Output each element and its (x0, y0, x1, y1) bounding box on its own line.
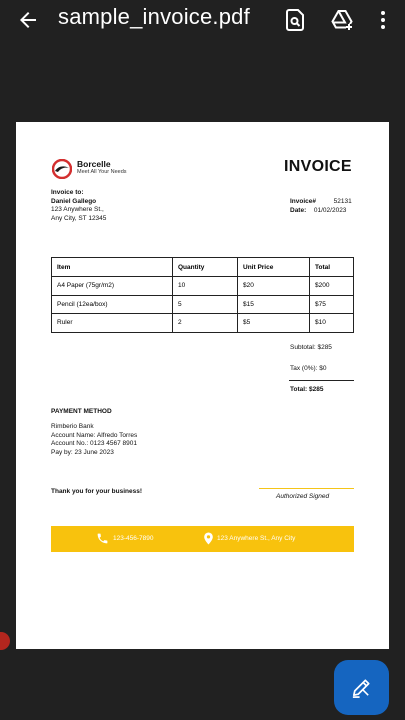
find-in-file-icon[interactable] (283, 8, 307, 32)
payment-details (51, 423, 137, 457)
date-label: Date: (290, 206, 307, 214)
cell-total: $75 (310, 295, 354, 314)
cell-total: $10 (310, 314, 354, 333)
header-unit-price: Unit Price (238, 258, 310, 277)
payment-account-number: Account No.: 0123 4567 8901 (51, 440, 138, 448)
more-vert-icon[interactable] (371, 8, 395, 32)
table-row (52, 277, 354, 296)
subtotal: Subtotal: $285 (290, 344, 332, 351)
cell-quantity: 2 (173, 314, 238, 333)
borcelle-logo (52, 159, 72, 179)
cell-quantity: 10 (173, 277, 238, 296)
table-header-row (52, 258, 354, 277)
brand-tagline: Meet All Your Needs (77, 169, 127, 175)
add-to-drive-icon[interactable] (330, 8, 354, 32)
invoice-heading: INVOICE (284, 158, 352, 175)
footer-address: 123 Anywhere St., Any City (217, 535, 296, 542)
cell-total: $200 (310, 277, 354, 296)
invoice-number: 52131 (333, 198, 352, 205)
invoice-to-label: Invoice to: (51, 189, 84, 196)
payment-bank: Rimberio Bank (51, 423, 94, 430)
file-title: sample_invoice.pdf (58, 4, 250, 29)
contact-footer (51, 526, 354, 552)
invoice-number-label: Invoice# (290, 198, 317, 205)
phone-icon (96, 532, 109, 545)
tax: Tax (0%): $0 (290, 365, 327, 372)
total-divider (289, 380, 354, 381)
scroll-indicator[interactable] (0, 632, 10, 650)
top-app-bar (0, 0, 405, 40)
items-table (51, 257, 354, 333)
brand-name: Borcelle (77, 159, 111, 169)
payment-account-name: Account Name: Alfredo Torres (51, 431, 138, 439)
customer-name: Daniel Gallego (51, 197, 97, 205)
cell-item: A4 Paper (75gr/m2) (52, 277, 173, 296)
header-quantity: Quantity (173, 258, 238, 277)
cell-quantity: 5 (173, 295, 238, 314)
cell-item: Ruler (52, 314, 173, 333)
table-row (52, 314, 354, 333)
payment-method-heading: PAYMENT METHOD (51, 408, 112, 415)
cell-item: Pencil (12ea/box) (52, 295, 173, 314)
header-total: Total (310, 258, 354, 277)
table-row (52, 295, 354, 314)
customer-address-line1: 123 Anywhere St., (51, 206, 104, 214)
invoice-meta (290, 198, 352, 215)
location-pin-icon (203, 532, 214, 545)
pdf-page[interactable] (16, 122, 389, 649)
cell-unit-price: $15 (238, 295, 310, 314)
signature-line (259, 488, 354, 489)
bill-to-block (51, 189, 106, 223)
thank-you-note: Thank you for your business! (51, 488, 143, 495)
grand-total: Total: $285 (290, 386, 324, 393)
payment-due-date: Pay by: 23 June 2023 (51, 448, 114, 456)
invoice-date: 01/02/2023 (313, 206, 347, 214)
arrow-left-icon[interactable] (16, 8, 40, 32)
customer-address-line2: Any City, ST 12345 (51, 214, 107, 222)
edit-fab-button[interactable] (334, 660, 389, 715)
footer-phone: 123-456-7890 (113, 535, 154, 542)
authorized-signature: Authorized Signed (276, 493, 330, 500)
cell-unit-price: $20 (238, 277, 310, 296)
edit-pen-icon (350, 676, 373, 699)
cell-unit-price: $5 (238, 314, 310, 333)
header-item: Item (52, 258, 173, 277)
